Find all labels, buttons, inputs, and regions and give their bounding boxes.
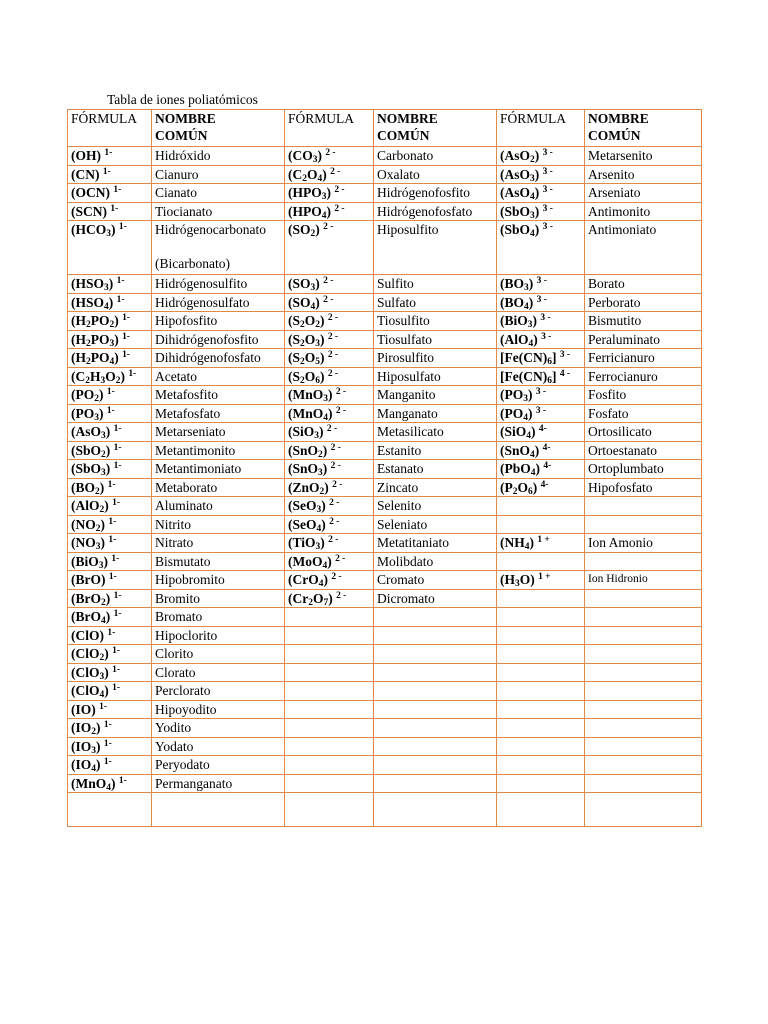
header-name-3 xyxy=(585,110,702,147)
formula-cell: (BiO$_3$) $^{3 -}$ xyxy=(497,312,585,331)
name-cell xyxy=(374,700,497,719)
name-cell xyxy=(285,737,374,756)
name-cell: Dicromato xyxy=(374,589,497,608)
name-cell: Yodato xyxy=(152,737,285,756)
name-cell: Cromato xyxy=(374,571,497,590)
formula-cell: $(HCO_3)$ $^{1-}$ xyxy=(68,221,152,275)
name-cell: Hipofosfato xyxy=(585,478,702,497)
name-cell xyxy=(285,608,374,627)
name-cell xyxy=(374,756,497,775)
name-cell xyxy=(497,737,585,756)
header-name-line1: NOMBRE xyxy=(155,111,216,126)
formula-cell: $(P_2O_6)$ $^{4-}$ xyxy=(497,478,585,497)
formula-cell: (SbO$_4$) $^{3 -}$ xyxy=(497,221,585,275)
name-cell xyxy=(374,719,497,738)
formula-cell: (SiO$_4$) $^{4-}$ xyxy=(497,423,585,442)
formula-cell: (AsO$_2$) $^{3 -}$ xyxy=(497,147,585,166)
formula-cell: $(CO_3)$ $^{2 -}$ xyxy=(285,147,374,166)
name-cell xyxy=(497,719,585,738)
name-cell xyxy=(585,793,702,827)
formula-cell: (TiO$_3$) $^{2 -}$ xyxy=(285,534,374,553)
name-cell xyxy=(497,626,585,645)
name-cell: Oxalato xyxy=(374,165,497,184)
name-cell: Hidrógenofosfato xyxy=(374,202,497,221)
table-row xyxy=(68,626,702,645)
name-cell: Estanato xyxy=(374,460,497,479)
name-cell: Nitrito xyxy=(152,515,285,534)
name-cell: Ortosilicato xyxy=(585,423,702,442)
name-cell: Hiposulfato xyxy=(374,367,497,386)
formula-cell: (ClO$_3$) $^{1-}$ xyxy=(68,663,152,682)
formula-cell: (BiO$_3$) $^{1-}$ xyxy=(68,552,152,571)
name-cell xyxy=(285,645,374,664)
formula-cell: $(BO_2)$ $^{1-}$ xyxy=(68,478,152,497)
formula-cell: $(BO_4)$ $^{3 -}$ xyxy=(497,293,585,312)
table-row xyxy=(68,423,702,442)
name-cell: Clorato xyxy=(152,663,285,682)
table-row xyxy=(68,330,702,349)
name-cell: Borato xyxy=(585,275,702,294)
table-row xyxy=(68,571,702,590)
formula-cell: (AlO$_2$) $^{1-}$ xyxy=(68,497,152,516)
formula-cell: $[Fe(CN)_6]$ $^{4 -}$ xyxy=(497,367,585,386)
name-cell: Ion Amonio xyxy=(585,534,702,553)
table-row xyxy=(68,737,702,756)
name-cell xyxy=(585,700,702,719)
table-row xyxy=(68,589,702,608)
formula-cell: (OH) $^{1-}$ xyxy=(68,147,152,166)
name-cell: Dihidrógenofosfato xyxy=(152,349,285,368)
formula-cell: $(H_3O)$ $^{1 +}$ xyxy=(497,571,585,590)
table-row xyxy=(68,663,702,682)
formula-cell: (CrO$_4$) $^{2 -}$ xyxy=(285,571,374,590)
formula-cell: (SnO$_3$) $^{2 -}$ xyxy=(285,460,374,479)
formula-cell: $(PO_2)$ $^{1-}$ xyxy=(68,386,152,405)
name-cell xyxy=(285,663,374,682)
formula-cell: (SnO$_2$) $^{2 -}$ xyxy=(285,441,374,460)
name-cell: Hipoclorito xyxy=(152,626,285,645)
name-cell: Hipoyodito xyxy=(152,700,285,719)
name-cell: Cianato xyxy=(152,184,285,203)
name-cell: Bismutito xyxy=(585,312,702,331)
formula-cell: (AsO$_3$) $^{1-}$ xyxy=(68,423,152,442)
formula-cell: $(SO_3)$ $^{2 -}$ xyxy=(285,275,374,294)
header-row xyxy=(68,110,702,147)
name-cell: Metafosfito xyxy=(152,386,285,405)
name-cell: Ortoestanato xyxy=(585,441,702,460)
formula-cell: $(PO_4)$ $^{3 -}$ xyxy=(497,404,585,423)
formula-cell: $(IO_2)$ $^{1-}$ xyxy=(68,719,152,738)
name-cell xyxy=(374,682,497,701)
formula-cell: $(SO_2)$ $^{2 -}$ xyxy=(285,221,374,275)
name-cell: Dihidrógenofosfito xyxy=(152,330,285,349)
name-cell xyxy=(585,774,702,793)
name-cell: Hipofosfito xyxy=(152,312,285,331)
name-cell: Manganato xyxy=(374,404,497,423)
name-cell xyxy=(285,626,374,645)
name-cell: Metatitaniato xyxy=(374,534,497,553)
table-row xyxy=(68,478,702,497)
formula-cell: $(HPO_4)$ $^{2 -}$ xyxy=(285,202,374,221)
formula-cell: $(NO_3)$ $^{1-}$ xyxy=(68,534,152,553)
name-cell: Bismutato xyxy=(152,552,285,571)
formula-cell: $(H_2PO_2)$ $^{1-}$ xyxy=(68,312,152,331)
formula-cell: (SnO$_4$) $^{4-}$ xyxy=(497,441,585,460)
formula-cell: (PbO$_4$) $^{4-}$ xyxy=(497,460,585,479)
name-cell xyxy=(497,608,585,627)
formula-cell: (MnO$_4$) $^{1-}$ xyxy=(68,774,152,793)
name-cell xyxy=(585,645,702,664)
name-cell: Estanito xyxy=(374,441,497,460)
formula-cell: (MoO$_4$) $^{2 -}$ xyxy=(285,552,374,571)
formula-cell: $(S_2O_2)$ $^{2 -}$ xyxy=(285,312,374,331)
name-cell: Pirosulfito xyxy=(374,349,497,368)
formula-cell: $[Fe(CN)_6]$ $^{3 -}$ xyxy=(497,349,585,368)
formula-cell: (SbO$_3$) $^{1-}$ xyxy=(68,460,152,479)
name-cell xyxy=(585,682,702,701)
formula-cell: (BrO) $^{1-}$ xyxy=(68,571,152,590)
header-name-line2: COMÚN xyxy=(588,128,641,143)
name-cell xyxy=(585,608,702,627)
name-cell: Hidrógenofosfito xyxy=(374,184,497,203)
name-cell: Bromito xyxy=(152,589,285,608)
formula-cell: $(S_2O_5)$ $^{2 -}$ xyxy=(285,349,374,368)
formula-cell: $(IO_3)$ $^{1-}$ xyxy=(68,737,152,756)
name-cell xyxy=(374,645,497,664)
formula-cell: (IO) $^{1-}$ xyxy=(68,700,152,719)
name-cell xyxy=(497,774,585,793)
name-cell xyxy=(497,682,585,701)
table-row xyxy=(68,165,702,184)
name-cell: Cianuro xyxy=(152,165,285,184)
name-cell xyxy=(585,552,702,571)
name-cell xyxy=(285,756,374,775)
name-cell xyxy=(497,793,585,827)
formula-cell: (AsO$_4$) $^{3 -}$ xyxy=(497,184,585,203)
formula-cell: (ZnO$_2$) $^{2 -}$ xyxy=(285,478,374,497)
formula-cell: $(H_2PO_4)$ $^{1-}$ xyxy=(68,349,152,368)
name-cell xyxy=(374,663,497,682)
table-row xyxy=(68,552,702,571)
name-cell xyxy=(374,626,497,645)
name-cell: Perclorato xyxy=(152,682,285,701)
name-cell: Antimoniato xyxy=(585,221,702,275)
formula-cell: (SeO$_4$) $^{2 -}$ xyxy=(285,515,374,534)
formula-cell: (ClO$_2$) $^{1-}$ xyxy=(68,645,152,664)
name-cell: Carbonato xyxy=(374,147,497,166)
table-row xyxy=(68,793,702,827)
name-cell: Tiocianato xyxy=(152,202,285,221)
table-row xyxy=(68,293,702,312)
name-cell: Molibdato xyxy=(374,552,497,571)
table-row xyxy=(68,460,702,479)
table-row xyxy=(68,719,702,738)
formula-cell: $(PO_3)$ $^{1-}$ xyxy=(68,404,152,423)
table-row xyxy=(68,367,702,386)
name-cell: Clorito xyxy=(152,645,285,664)
header-name-line1: NOMBRE xyxy=(588,111,649,126)
name-cell xyxy=(285,793,374,827)
formula-cell: (AsO$_3$) $^{3 -}$ xyxy=(497,165,585,184)
name-cell xyxy=(285,774,374,793)
name-cell: Selenito xyxy=(374,497,497,516)
name-cell: Fosfato xyxy=(585,404,702,423)
name-cell xyxy=(285,682,374,701)
name-cell: Ion Hidronio xyxy=(585,571,702,590)
name-cell xyxy=(497,515,585,534)
formula-cell: (AlO$_4$) $^{3 -}$ xyxy=(497,330,585,349)
table-row xyxy=(68,202,702,221)
table-row xyxy=(68,608,702,627)
table-row xyxy=(68,497,702,516)
name-cell xyxy=(497,552,585,571)
header-name-line1: NOMBRE xyxy=(377,111,438,126)
name-cell: Ortoplumbato xyxy=(585,460,702,479)
name-cell: Metantimoniato xyxy=(152,460,285,479)
formula-cell: (MnO$_4$) $^{2 -}$ xyxy=(285,404,374,423)
table-row xyxy=(68,404,702,423)
formula-cell: (MnO$_3$) $^{2 -}$ xyxy=(285,386,374,405)
name-cell: Tiosulfato xyxy=(374,330,497,349)
table-row xyxy=(68,221,702,275)
name-cell: Antimonito xyxy=(585,202,702,221)
formula-cell: $(NH_4)$ $^{1 +}$ xyxy=(497,534,585,553)
formula-cell: $(BO_3)$ $^{3 -}$ xyxy=(497,275,585,294)
formula-cell: $(S_2O_3)$ $^{2 -}$ xyxy=(285,330,374,349)
page-title: Tabla de iones poliatómicos xyxy=(107,92,258,107)
name-cell: Sulfito xyxy=(374,275,497,294)
formula-cell: (ClO$_4$) $^{1-}$ xyxy=(68,682,152,701)
formula-cell: (SbO$_2$) $^{1-}$ xyxy=(68,441,152,460)
formula-cell: $(S_2O_6)$ $^{2 -}$ xyxy=(285,367,374,386)
table-row xyxy=(68,312,702,331)
table-row xyxy=(68,275,702,294)
table-row xyxy=(68,682,702,701)
name-cell xyxy=(497,700,585,719)
name-cell xyxy=(497,645,585,664)
formula-cell: (SeO$_3$) $^{2 -}$ xyxy=(285,497,374,516)
name-cell: Hidrógenosulfito xyxy=(152,275,285,294)
name-cell: Zincato xyxy=(374,478,497,497)
formula-cell: $(C_2H_3O_2)$ $^{1-}$ xyxy=(68,367,152,386)
name-cell: Fosfito xyxy=(585,386,702,405)
table-row xyxy=(68,386,702,405)
name-cell xyxy=(585,719,702,738)
table-row xyxy=(68,515,702,534)
formula-cell: (ClO) $^{1-}$ xyxy=(68,626,152,645)
name-cell: Arsenito xyxy=(585,165,702,184)
formula-cell: $(IO_4)$ $^{1-}$ xyxy=(68,756,152,775)
name-cell: Hidróxido xyxy=(152,147,285,166)
formula-cell: (BrO$_4$) $^{1-}$ xyxy=(68,608,152,627)
formula-cell: (SbO$_3$) $^{3 -}$ xyxy=(497,202,585,221)
name-cell: Manganito xyxy=(374,386,497,405)
name-cell: Ferrocianuro xyxy=(585,367,702,386)
formula-cell: $(HSO_4)$ $^{1-}$ xyxy=(68,293,152,312)
name-cell: Hiposulfito xyxy=(374,221,497,275)
name-cell xyxy=(585,756,702,775)
formula-cell: (CN) $^{1-}$ xyxy=(68,165,152,184)
header-name-2 xyxy=(374,110,497,147)
name-cell: Metantimonito xyxy=(152,441,285,460)
table-row xyxy=(68,534,702,553)
name-cell xyxy=(585,626,702,645)
table-row xyxy=(68,756,702,775)
formula-cell: $(H_2PO_3)$ $^{1-}$ xyxy=(68,330,152,349)
name-cell xyxy=(152,793,285,827)
name-cell: Bromato xyxy=(152,608,285,627)
name-cell: Hipobromito xyxy=(152,571,285,590)
header-formula-2: FÓRMULA xyxy=(285,110,374,147)
name-cell xyxy=(585,737,702,756)
name-cell xyxy=(374,608,497,627)
name-cell xyxy=(374,737,497,756)
header-formula-3: FÓRMULA xyxy=(497,110,585,147)
table-row xyxy=(68,184,702,203)
header-name-1 xyxy=(152,110,285,147)
name-cell: Seleniato xyxy=(374,515,497,534)
name-cell: Acetato xyxy=(152,367,285,386)
formula-cell: (OCN) $^{1-}$ xyxy=(68,184,152,203)
name-cell xyxy=(285,719,374,738)
formula-cell: $(NO_2)$ $^{1-}$ xyxy=(68,515,152,534)
name-cell: Sulfato xyxy=(374,293,497,312)
formula-cell: $(SO_4)$ $^{2 -}$ xyxy=(285,293,374,312)
name-cell: Hidrógenosulfato xyxy=(152,293,285,312)
table-row xyxy=(68,645,702,664)
formula-cell: $(HSO_3)$ $^{1-}$ xyxy=(68,275,152,294)
name-cell xyxy=(585,497,702,516)
name-cell: Nitrato xyxy=(152,534,285,553)
name-cell: Ferricianuro xyxy=(585,349,702,368)
name-cell xyxy=(497,589,585,608)
name-cell xyxy=(374,793,497,827)
name-cell xyxy=(285,700,374,719)
name-cell: Permanganato xyxy=(152,774,285,793)
name-cell: Metaborato xyxy=(152,478,285,497)
polyatomic-ions-table xyxy=(67,109,702,827)
name-cell xyxy=(585,663,702,682)
name-cell: Tiosulfito xyxy=(374,312,497,331)
formula-cell: $(Cr_2O_7)$ $^{2 -}$ xyxy=(285,589,374,608)
name-cell: Peryodato xyxy=(152,756,285,775)
formula-cell: (SCN) $^{1-}$ xyxy=(68,202,152,221)
table-row xyxy=(68,349,702,368)
formula-cell: (BrO$_2$) $^{1-}$ xyxy=(68,589,152,608)
header-name-line2: COMÚN xyxy=(377,128,430,143)
name-cell xyxy=(497,663,585,682)
name-cell xyxy=(585,589,702,608)
table-row xyxy=(68,147,702,166)
name-cell: Peraluminato xyxy=(585,330,702,349)
name-cell: Yodito xyxy=(152,719,285,738)
name-cell: Metafosfato xyxy=(152,404,285,423)
formula-cell: (SiO$_3$) $^{2 -}$ xyxy=(285,423,374,442)
name-cell xyxy=(497,497,585,516)
name-cell: Arseniato xyxy=(585,184,702,203)
name-cell xyxy=(68,793,152,827)
table-row xyxy=(68,441,702,460)
name-cell xyxy=(374,774,497,793)
table-row xyxy=(68,774,702,793)
name-cell: Metasilicato xyxy=(374,423,497,442)
header-formula-1: FÓRMULA xyxy=(68,110,152,147)
name-cell xyxy=(497,756,585,775)
formula-cell: $(PO_3)$ $^{3 -}$ xyxy=(497,386,585,405)
header-name-line2: COMÚN xyxy=(155,128,208,143)
table-row xyxy=(68,700,702,719)
formula-cell: $(C_2O_4)$ $^{2 -}$ xyxy=(285,165,374,184)
formula-cell: $(HPO_3)$ $^{2 -}$ xyxy=(285,184,374,203)
name-cell: Hidrógenocarbonato (Bicarbonato) xyxy=(152,221,285,275)
name-cell: Perborato xyxy=(585,293,702,312)
name-cell xyxy=(585,515,702,534)
name-cell: Metarseniato xyxy=(152,423,285,442)
name-cell: Metarsenito xyxy=(585,147,702,166)
name-cell: Aluminato xyxy=(152,497,285,516)
